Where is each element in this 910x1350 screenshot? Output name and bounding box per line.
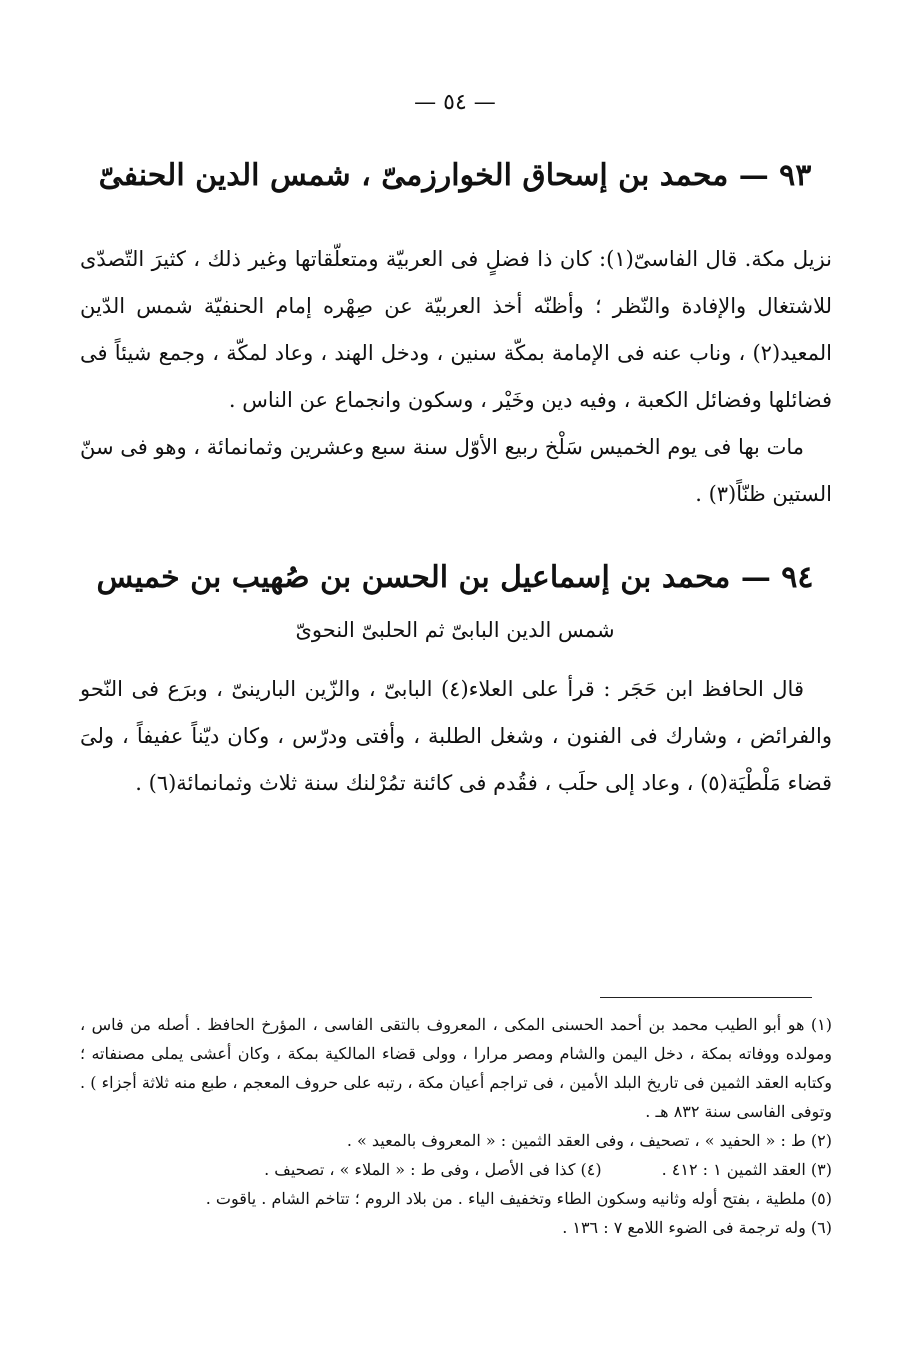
entry-93-body	[80, 236, 832, 518]
footnote-3: (٣) العقد الثمين ١ : ٤١٢ .	[661, 1160, 832, 1179]
entry-94-title: ٩٤ — محمد بن إسماعيل بن الحسن بن صُهيب بن خميس	[96, 560, 814, 595]
footnote-row-3-4	[80, 1155, 832, 1184]
page-number: — ٥٤ —	[414, 90, 496, 115]
footnote-6: (٦) وله ترجمة فى الضوء اللامع ٧ : ١٣٦ .	[562, 1218, 832, 1237]
footnote-4: (٤) كذا فى الأصل ، وفى ط : « الملاء » ، تصحيف .	[264, 1160, 602, 1179]
entry-94-paragraph-1: قال الحافظ ابن حَجَر : قرأ على العلاء(٤) البابىّ ، والزّين البارينىّ ، وبرَع فى النّحو والفرائض ، وشارك فى الفنون ، وشغل الطلبة ، وأفتى ودرّس ، وكان ديّناً عفيفاً ، ولىَ قضاء مَلْطْيَة(٥) ، وعاد إلى حلَب ، فقُدم فى كائنة تمُرْلنك سنة ثلاث وثمانمائة(٦) .	[80, 677, 832, 795]
footnote-2: (٢) ط : « الحفيد » ، تصحيف ، وفى العقد الثمين : « المعروف بالمعيد » .	[346, 1131, 832, 1150]
entry-94-subtitle: شمس الدين البابىّ ثم الحلبىّ النحوىّ	[295, 618, 615, 642]
footnote-separator	[600, 997, 812, 998]
footnote-5: (٥) ملطية ، بفتح أوله وثانيه وسكون الطاء وتخفيف الياء . من بلاد الروم ؛ تتاخم الشام . ياقوت .	[205, 1189, 832, 1208]
footnote-1: (١) هو أبو الطيب محمد بن أحمد الحسنى المكى ، المعروف بالتقى الفاسى ، المؤرخ الحافظ . أصله من فاس ، ومولده ووفاته بمكة ، دخل اليمن والشام ومصر مرارا ، وولى قضاء المالكية بمكة ، وكان أعشى يملى مصنفاته ؛ وكتابه العقد الثمين فى تاريخ البلد الأمين ، فى تراجم أعيان مكة ، رتبه على حروف المعجم ، طبع منه ثلاثة أجزاء ) . وتوفى الفاسى سنة ٨٣٢ هـ .	[80, 1015, 833, 1121]
entry-93-paragraph-2: مات بها فى يوم الخميس سَلْخ ربيع الأوّل سنة سبع وعشرين وثمانمائة ، وهو فى سنّ الستين ظنّاً(٣) .	[80, 435, 832, 506]
entry-94-body	[80, 666, 832, 807]
entry-93-title: ٩٣ — محمد بن إسحاق الخوارزمىّ ، شمس الدين الحنفىّ	[98, 158, 812, 193]
entry-93-paragraph-1: نزيل مكة. قال الفاسىّ(١): كان ذا فضلٍ فى العربيّة ومتعلّقاتها وغير ذلك ، كثيرَ التّصدّى للاشتغال والإفادة والنّظر ؛ وأظنّه أخذ العربيّة عن صِهْره إمام الحنفيّة شمس الدّين المعيد(٢) ، وناب عنه فى الإمامة بمكّة سنين ، ودخل الهند ، وعاد لمكّة ، وجمع شيئاً فى فضائلها وفضائل الكعبة ، وفيه دين وخَيْر ، وسكون وانجماع عن الناس .	[80, 247, 833, 412]
footnotes	[80, 1010, 832, 1242]
